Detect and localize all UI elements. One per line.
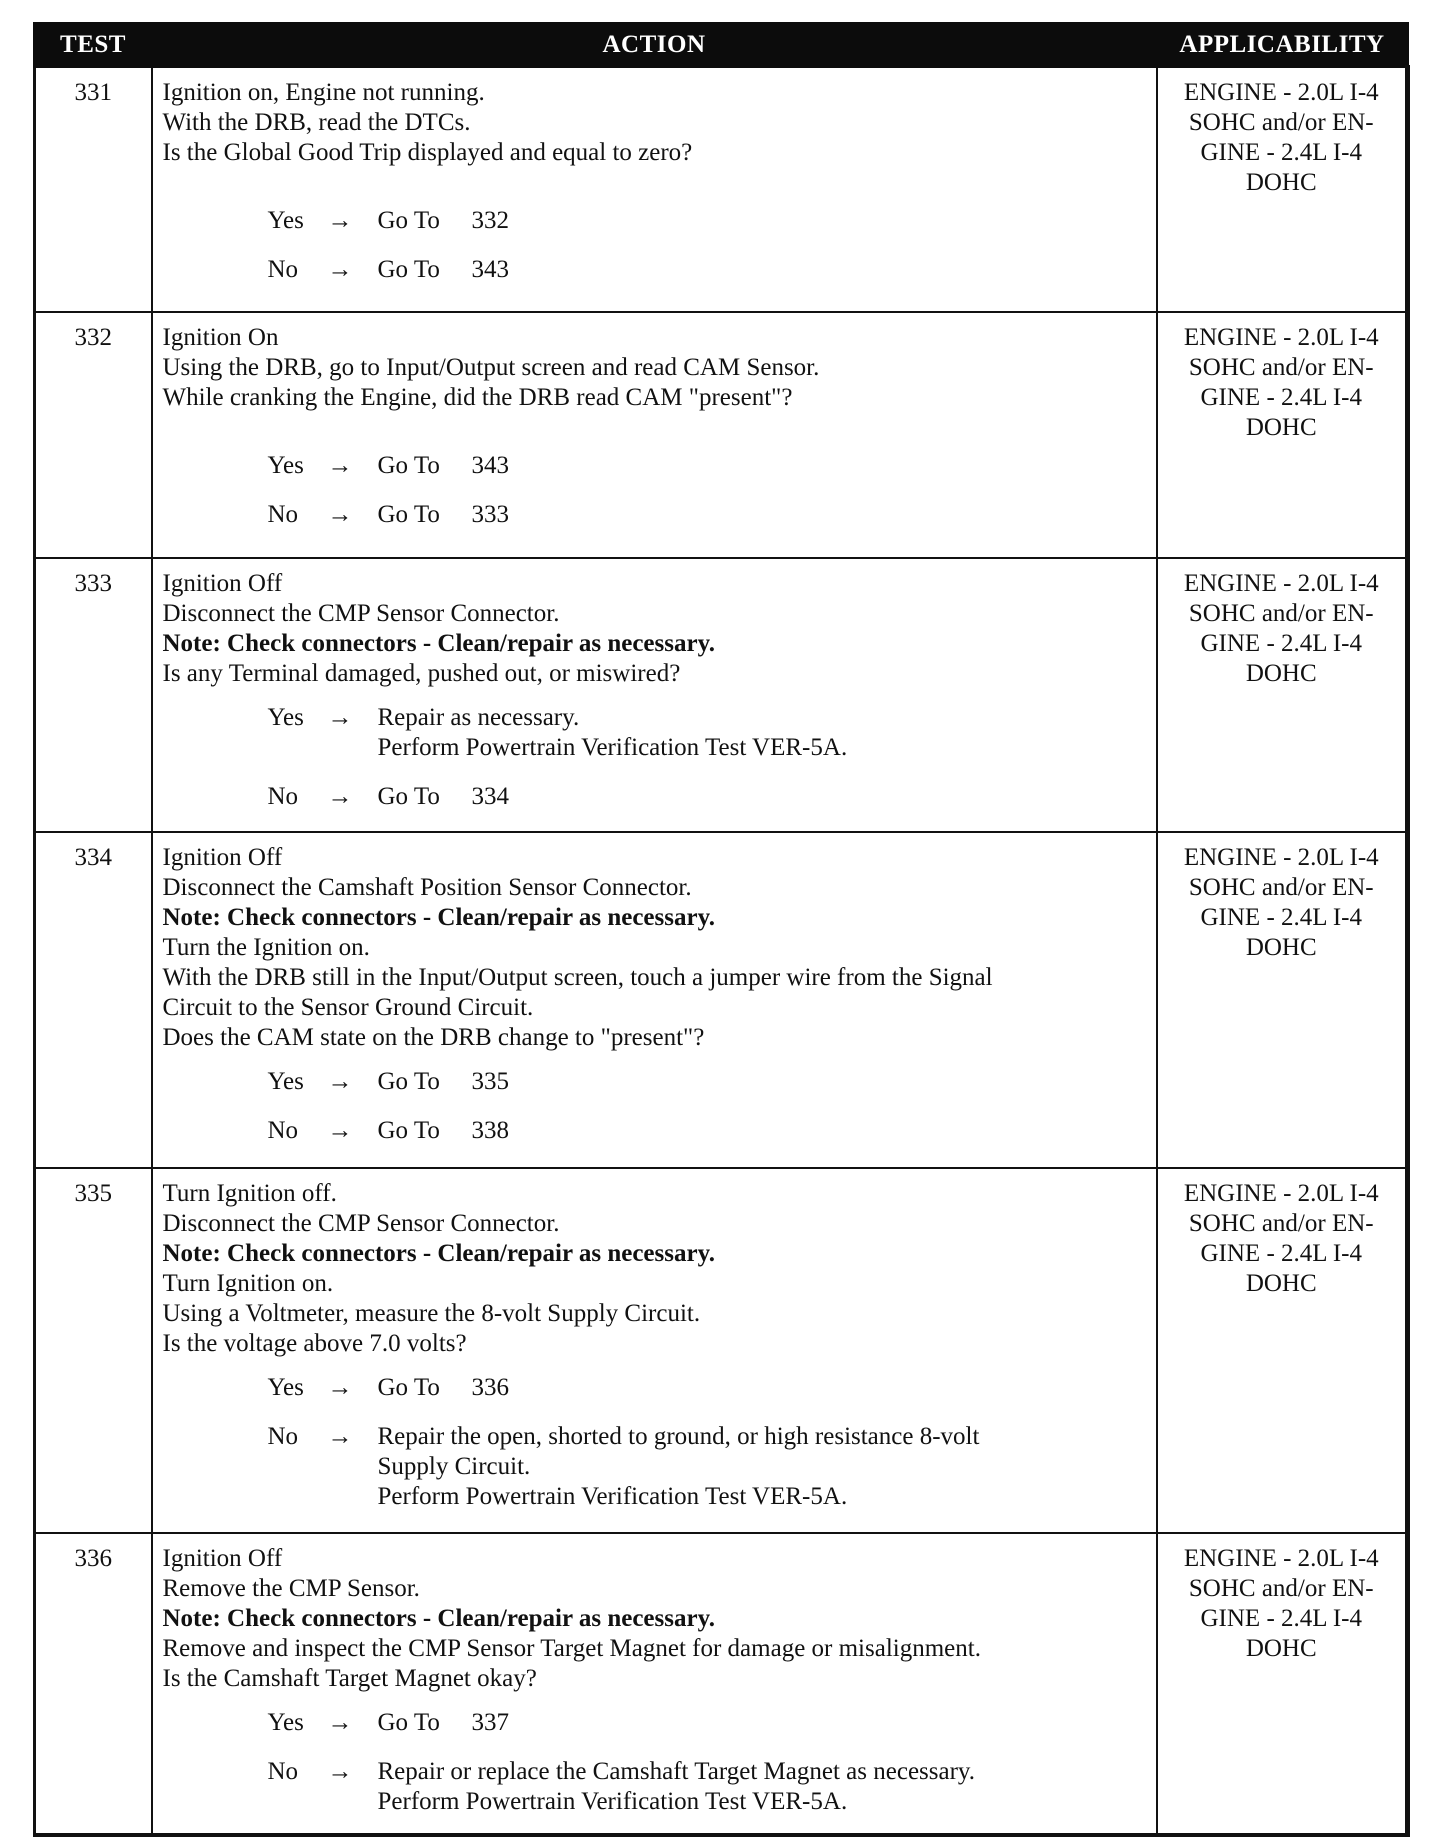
test-applicability xyxy=(1157,1533,1408,1835)
applicability-line: ENGINE - 2.0L I-4 xyxy=(1183,843,1379,871)
branch-list xyxy=(163,206,1146,285)
test-number: 331 xyxy=(35,67,152,312)
branch-answer: Yes xyxy=(267,1373,304,1401)
right-arrow-icon: → xyxy=(327,207,353,234)
branch-result xyxy=(378,703,1146,763)
action-line: Using a Voltmeter, measure the 8-volt Supply Circuit. xyxy=(162,1299,701,1327)
goto-label: Go To xyxy=(377,451,440,479)
action-line: Turn the Ignition on. xyxy=(162,933,370,961)
test-action xyxy=(152,67,1157,312)
applicability-line: DOHC xyxy=(1245,1269,1317,1297)
test-number: 336 xyxy=(35,1533,152,1835)
right-arrow-icon: → xyxy=(327,703,353,731)
goto-target: 334 xyxy=(471,782,509,810)
right-arrow-icon: → xyxy=(327,1757,353,1785)
action-line: With the DRB still in the Input/Output screen, touch a jumper wire from the Signal xyxy=(162,963,993,991)
note-line: Note: Check connectors - Clean/repair as necessary. xyxy=(162,1239,715,1267)
action-line: Ignition Off xyxy=(162,1544,283,1572)
right-arrow-icon: → xyxy=(327,1067,353,1095)
branch-result xyxy=(378,1116,1146,1146)
branch-list xyxy=(163,1067,1146,1146)
note-line: Note: Check connectors - Clean/repair as necessary. xyxy=(162,1604,715,1632)
branch-result xyxy=(378,206,1146,236)
test-row xyxy=(35,832,1408,1168)
branch-list xyxy=(163,1708,1146,1817)
branch-answer: Yes xyxy=(267,703,304,731)
test-row xyxy=(35,312,1408,558)
test-applicability xyxy=(1157,312,1408,558)
applicability-line: SOHC and/or EN- xyxy=(1188,599,1374,627)
no-branch xyxy=(163,1757,1146,1817)
test-applicability xyxy=(1157,67,1408,312)
table-body xyxy=(35,67,1408,1835)
goto-target: 343 xyxy=(471,451,509,479)
test-applicability xyxy=(1157,558,1408,832)
applicability-line: DOHC xyxy=(1245,1634,1317,1662)
applicability-line: GINE - 2.4L I-4 xyxy=(1200,139,1363,166)
applicability-line: DOHC xyxy=(1245,413,1317,441)
yes-branch xyxy=(163,1373,1146,1403)
no-branch xyxy=(163,500,1146,530)
branch-result xyxy=(378,500,1146,530)
right-arrow-icon: → xyxy=(327,500,353,528)
right-arrow-icon: → xyxy=(327,1422,353,1450)
applicability-line: SOHC and/or EN- xyxy=(1188,109,1374,136)
action-line: Circuit to the Sensor Ground Circuit. xyxy=(162,993,534,1021)
branch-result xyxy=(378,782,1146,812)
test-applicability xyxy=(1157,832,1408,1168)
branch-answer: No xyxy=(267,1116,299,1144)
goto-label: Go To xyxy=(377,1708,440,1736)
action-line: Turn Ignition on. xyxy=(162,1269,334,1297)
action-line: Disconnect the Camshaft Position Sensor Connector. xyxy=(162,873,692,901)
applicability-line: DOHC xyxy=(1245,933,1317,961)
yes-branch xyxy=(163,206,1146,236)
branch-list xyxy=(163,1373,1146,1512)
action-line: Is the Camshaft Target Magnet okay? xyxy=(162,1664,537,1692)
goto-target: 335 xyxy=(471,1067,509,1095)
diagnostic-test-table xyxy=(33,22,1410,1837)
action-line: Disconnect the CMP Sensor Connector. xyxy=(162,1209,560,1237)
note-line: Note: Check connectors - Clean/repair as necessary. xyxy=(162,629,715,657)
right-arrow-icon: → xyxy=(327,1373,353,1401)
diagnostic-test-page xyxy=(33,22,1406,1827)
goto-target: 333 xyxy=(471,500,509,528)
applicability-line: GINE - 2.4L I-4 xyxy=(1200,629,1363,657)
branch-answer: No xyxy=(267,1757,299,1785)
goto-label: Go To xyxy=(377,1373,440,1401)
branch-answer: Yes xyxy=(267,451,304,479)
test-number: 334 xyxy=(35,832,152,1168)
test-action xyxy=(152,558,1157,832)
branch-result-line: Supply Circuit. xyxy=(377,1452,531,1480)
test-action xyxy=(152,832,1157,1168)
action-line: Ignition Off xyxy=(162,569,283,597)
branch-result-line: Perform Powertrain Verification Test VER-5A. xyxy=(377,733,848,761)
action-line: Turn Ignition off. xyxy=(162,1179,337,1207)
action-line: Using the DRB, go to Input/Output screen and read CAM Sensor. xyxy=(162,353,820,381)
action-line: Ignition on, Engine not running. xyxy=(162,79,485,106)
goto-label: Go To xyxy=(377,1067,440,1095)
branch-answer: No xyxy=(267,782,299,810)
applicability-line: DOHC xyxy=(1245,169,1317,196)
applicability-line: GINE - 2.4L I-4 xyxy=(1200,903,1363,931)
applicability-line: ENGINE - 2.0L I-4 xyxy=(1183,1179,1379,1207)
test-action xyxy=(152,1533,1157,1835)
applicability-column-header: APPLICABILITY xyxy=(1157,24,1408,67)
applicability-line: SOHC and/or EN- xyxy=(1188,1209,1374,1237)
branch-result xyxy=(378,1757,1146,1817)
test-row xyxy=(35,1168,1408,1533)
no-branch xyxy=(163,1116,1146,1146)
right-arrow-icon: → xyxy=(327,1708,353,1736)
action-line: Is any Terminal damaged, pushed out, or miswired? xyxy=(162,659,681,687)
no-branch xyxy=(163,782,1146,812)
goto-label: Go To xyxy=(377,782,440,810)
branch-result xyxy=(378,1373,1146,1403)
right-arrow-icon: → xyxy=(327,782,353,810)
applicability-line: GINE - 2.4L I-4 xyxy=(1200,383,1363,411)
right-arrow-icon: → xyxy=(327,451,353,479)
branch-answer: No xyxy=(267,1422,299,1450)
applicability-line: SOHC and/or EN- xyxy=(1188,1574,1374,1602)
branch-list xyxy=(163,703,1146,812)
applicability-line: ENGINE - 2.0L I-4 xyxy=(1183,1544,1379,1572)
action-line: Ignition On xyxy=(162,323,279,351)
action-line: Disconnect the CMP Sensor Connector. xyxy=(162,599,560,627)
applicability-line: ENGINE - 2.0L I-4 xyxy=(1183,569,1379,597)
test-number: 332 xyxy=(35,312,152,558)
goto-label: Go To xyxy=(377,500,440,528)
action-line: Remove the CMP Sensor. xyxy=(162,1574,420,1602)
branch-result-line: Perform Powertrain Verification Test VER-5A. xyxy=(377,1482,848,1510)
applicability-line: GINE - 2.4L I-4 xyxy=(1200,1239,1363,1267)
yes-branch xyxy=(163,703,1146,763)
branch-answer: Yes xyxy=(267,1708,304,1736)
goto-target: 343 xyxy=(471,256,509,283)
action-line: Remove and inspect the CMP Sensor Target Magnet for damage or misalignment. xyxy=(162,1634,981,1662)
action-line: Is the voltage above 7.0 volts? xyxy=(162,1329,467,1357)
yes-branch xyxy=(163,1067,1146,1097)
goto-label: Go To xyxy=(377,256,440,283)
branch-result-line: Repair as necessary. xyxy=(377,703,580,731)
applicability-line: DOHC xyxy=(1245,659,1317,687)
applicability-line: SOHC and/or EN- xyxy=(1188,353,1374,381)
branch-result xyxy=(378,255,1146,285)
action-line: With the DRB, read the DTCs. xyxy=(162,109,471,136)
branch-result-line: Perform Powertrain Verification Test VER-5A. xyxy=(377,1787,848,1815)
applicability-line: GINE - 2.4L I-4 xyxy=(1200,1604,1363,1632)
yes-branch xyxy=(163,451,1146,481)
branch-result-line: Repair the open, shorted to ground, or high resistance 8-volt xyxy=(377,1422,980,1450)
action-column-header: ACTION xyxy=(152,24,1157,67)
note-line: Note: Check connectors - Clean/repair as necessary. xyxy=(162,903,715,931)
branch-answer: Yes xyxy=(267,207,304,234)
yes-branch xyxy=(163,1708,1146,1738)
test-number: 333 xyxy=(35,558,152,832)
goto-target: 332 xyxy=(471,207,509,234)
no-branch xyxy=(163,1422,1146,1512)
goto-target: 337 xyxy=(471,1708,509,1736)
branch-answer: No xyxy=(267,256,299,283)
action-line: Ignition Off xyxy=(162,843,283,871)
test-row xyxy=(35,67,1408,312)
test-row xyxy=(35,558,1408,832)
applicability-line: ENGINE - 2.0L I-4 xyxy=(1183,79,1379,106)
goto-label: Go To xyxy=(377,207,440,234)
action-line: Is the Global Good Trip displayed and equal to zero? xyxy=(162,139,693,166)
right-arrow-icon: → xyxy=(327,256,353,283)
test-applicability xyxy=(1157,1168,1408,1533)
branch-result xyxy=(378,1708,1146,1738)
branch-result-line: Repair or replace the Camshaft Target Magnet as necessary. xyxy=(377,1757,976,1785)
test-number: 335 xyxy=(35,1168,152,1533)
test-action xyxy=(152,312,1157,558)
branch-result xyxy=(378,1067,1146,1097)
test-action xyxy=(152,1168,1157,1533)
applicability-line: SOHC and/or EN- xyxy=(1188,873,1374,901)
test-row xyxy=(35,1533,1408,1835)
goto-target: 336 xyxy=(471,1373,509,1401)
branch-result xyxy=(378,1422,1146,1512)
action-line: Does the CAM state on the DRB change to "present"? xyxy=(162,1023,705,1051)
right-arrow-icon: → xyxy=(327,1116,353,1144)
no-branch xyxy=(163,255,1146,285)
branch-list xyxy=(163,451,1146,530)
action-line: While cranking the Engine, did the DRB read CAM "present"? xyxy=(162,383,793,411)
goto-label: Go To xyxy=(377,1116,440,1144)
table-header-row xyxy=(35,24,1408,67)
test-column-header: TEST xyxy=(35,24,152,67)
goto-target: 338 xyxy=(471,1116,509,1144)
branch-result xyxy=(378,451,1146,481)
branch-answer: Yes xyxy=(267,1067,304,1095)
applicability-line: ENGINE - 2.0L I-4 xyxy=(1183,323,1379,351)
branch-answer: No xyxy=(267,500,299,528)
